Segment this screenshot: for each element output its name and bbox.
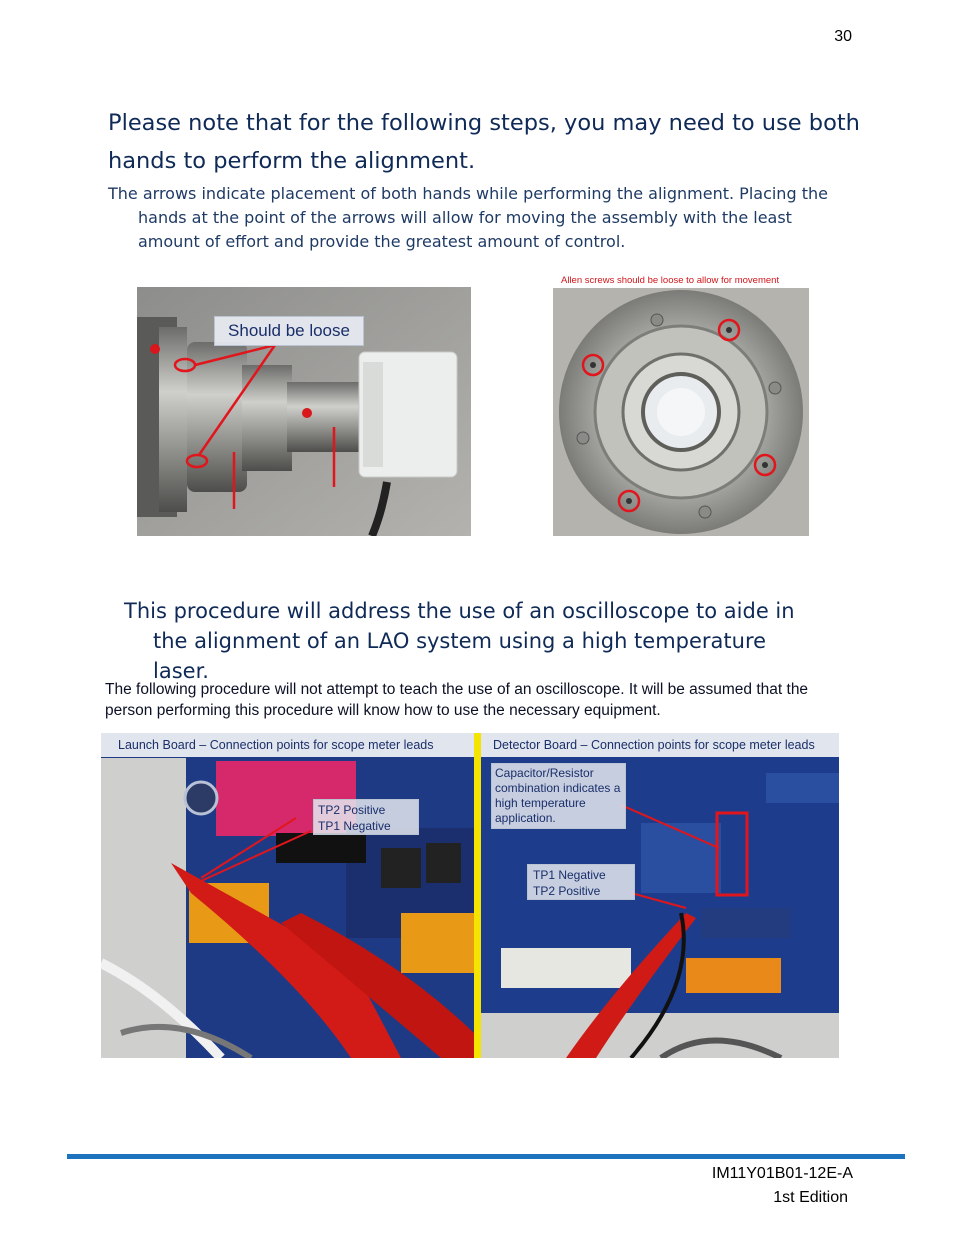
- section-heading-alignment: Please note that for the following steps, you may need to use both hands to perform the alignment.: [108, 110, 860, 174]
- detector-tp2-positive-label: TP2 Positive: [533, 884, 601, 898]
- photo-separator: [474, 733, 481, 1058]
- photo-launch-board: [101, 733, 474, 1058]
- alignment-instructions: The arrows indicate placement of both hands while performing the alignment. Placing the hands at the point of the arrows will allow for moving the assembly with the least amount of effort and provide the greatest amount of control.: [108, 184, 828, 251]
- oscilloscope-disclaimer: The following procedure will not attempt to teach the use of an oscilloscope. It will be assumed that the person performing this procedure will know how to use the necessary equipment.: [105, 681, 809, 719]
- launch-board-illustration: [101, 733, 474, 1058]
- detector-tp1-negative-label: TP1 Negative: [533, 868, 606, 882]
- capacitor-resistor-note: Capacitor/Resistor combination indicates a high temperature application.: [491, 763, 626, 829]
- launch-board-caption: Launch Board – Connection points for scope meter leads: [101, 733, 474, 757]
- detector-board-tp-labels: [527, 864, 635, 900]
- section-heading-oscilloscope: This procedure will address the use of an oscilloscope to aide in the alignment of an LAO system using a high temperature laser.: [124, 599, 795, 683]
- footer-rule: [67, 1154, 905, 1159]
- photo-detector-board: [481, 733, 839, 1058]
- page-number: 30: [834, 28, 852, 45]
- flange-illustration: [553, 288, 809, 536]
- edition-label: 1st Edition: [773, 1189, 848, 1206]
- launch-tp2-positive-label: TP2 Positive: [318, 803, 386, 817]
- detector-board-caption: Detector Board – Connection points for scope meter leads: [481, 733, 839, 757]
- launch-tp1-negative-label: TP1 Negative: [318, 819, 391, 833]
- launch-board-tp-labels: [313, 799, 419, 835]
- allen-screws-caption: Allen screws should be loose to allow for movement: [561, 275, 780, 286]
- document-number: IM11Y01B01-12E-A: [711, 1165, 853, 1182]
- photo-sensor-assembly: [137, 287, 471, 536]
- should-be-loose-label: Should be loose: [214, 316, 364, 346]
- photo-flange-top-view: [553, 288, 809, 536]
